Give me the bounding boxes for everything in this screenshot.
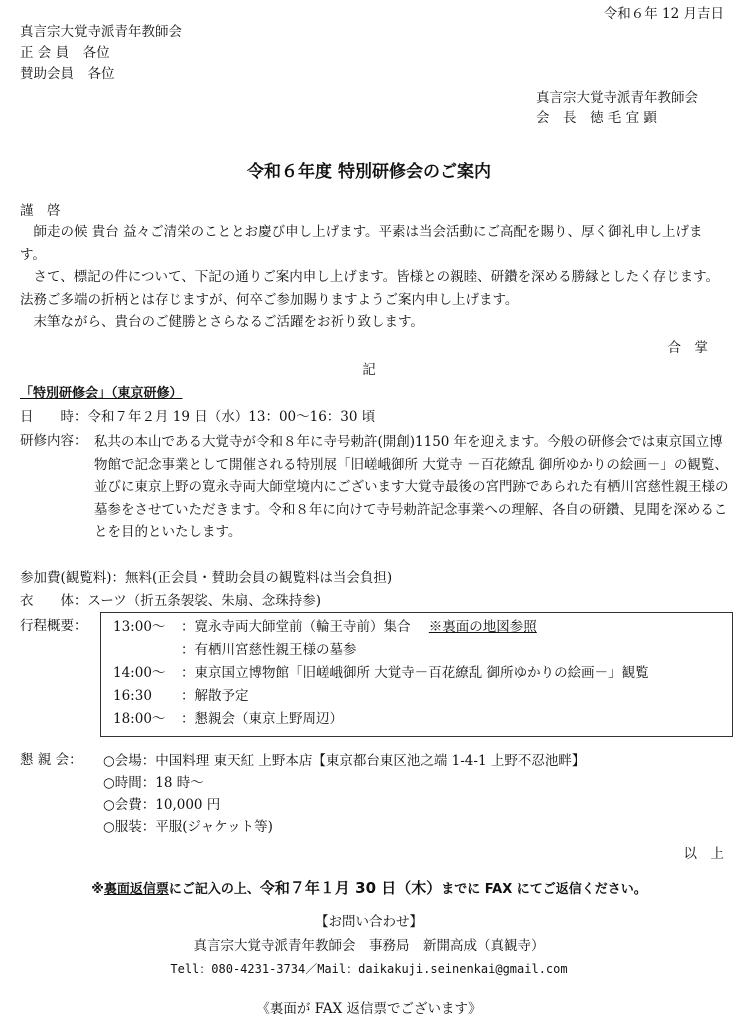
- schedule-time: 18:00～: [113, 711, 166, 727]
- map-reference-note: ※裏面の地図参照: [428, 619, 537, 635]
- schedule-item: [113, 617, 537, 637]
- addressee-block: [20, 22, 182, 85]
- schedule-time: 13:00～: [113, 619, 166, 635]
- schedule-time: 14:00～: [113, 665, 166, 681]
- addressee-regular-members: 正 会 員 各位: [20, 45, 110, 61]
- schedule-text: ：有栖川宮慈性親王様の墓参: [181, 642, 357, 658]
- letter-body: [20, 221, 726, 334]
- fee-value: 無料(正会員・賛助会員の観覧料は当会負担): [125, 570, 393, 586]
- page-title: 令和６年度 特別研修会のご案内: [247, 162, 491, 182]
- schedule-box: [100, 612, 733, 737]
- konshinkai-fee: ○会費：10,000 円: [103, 797, 221, 813]
- konshinkai-time: ○時間：18 時～: [103, 775, 204, 791]
- fee-row: [20, 568, 392, 588]
- notice-prefix: ※: [91, 882, 104, 897]
- reply-notice: [0, 877, 738, 900]
- notice-text-end: までに FAX にてご返信ください。: [441, 882, 647, 897]
- body-paragraph: さて、標記の件について、下記の通りご案内申し上げます。皆様との親睦、研鑽を深める勝縁としたく存じます。法務ご多端の折柄とは存じますが、何卒ご参加賜りますようご案内申し上げます。: [20, 269, 720, 308]
- schedule-text: ：解散予定: [181, 688, 249, 704]
- fee-label: 参加費(観覧料)：: [20, 570, 126, 586]
- salutation: 謹 啓: [20, 203, 61, 219]
- content-value: 私共の本山である大覚寺が令和８年に寺号勅許(開創)1150 年を迎えます。今般の研修会では東京国立博物館で記念事業として開催される特別展「旧嵯峨御所 大覚寺 －百花繚乱 御所ゆかりの絵画－」の観覧、並びに東京上野の寛永寺両大師堂境内にございます大覚寺最後の宮門跡であられた有栖川宮慈性親王様の墓参をさせていただきます。令和８年に向けて寺号勅許記念事業への理解、各自の研鑽、見聞を深めることを目的といたします。: [94, 434, 729, 540]
- schedule-time: 16:30: [113, 688, 152, 704]
- schedule-text: ：東京国立博物館「旧嵯峨御所 大覚寺－百花繚乱 御所ゆかりの絵画－」観覧: [181, 665, 649, 681]
- sender-title: 会 長 徳 毛 宜 顕: [536, 110, 657, 126]
- contact-tel-mail: Tell：080-4231-3734／Mail：daikakuji.seinenkai@gmail.com: [170, 962, 568, 976]
- date-value: 令和７年２月 19 日（水）13：00～16：30 頃: [87, 409, 376, 425]
- contact-heading: 【お問い合わせ】: [315, 914, 423, 930]
- closing-gassho: 合 掌: [667, 340, 708, 356]
- sender-block: [536, 88, 698, 128]
- schedule-item: [113, 709, 343, 729]
- schedule-item: [113, 640, 357, 660]
- konshinkai-label: 懇 親 会：: [20, 752, 83, 768]
- schedule-item: [113, 686, 249, 706]
- addressee-supporting-members: 賛助会員 各位: [20, 66, 115, 82]
- schedule-text: ：寛永寺両大師堂前（輪王寺前）集合: [181, 619, 411, 635]
- body-paragraph: 師走の候 貴台 益々ご清栄のこととお慶び申し上げます。平素は当会活動にご高配を賜り、厚く御礼申し上げます。: [20, 224, 703, 263]
- date-label: 日 時：: [20, 409, 88, 425]
- schedule-item: [113, 663, 649, 683]
- section-title: 「特別研修会」（東京研修）: [20, 386, 183, 401]
- contact-org: 真言宗大覚寺派青年教師会 事務局 新開高成（真観寺）: [193, 938, 545, 954]
- schedule-label: 行程概要：: [20, 618, 88, 634]
- attire-value: スーツ（折五条袈裟、朱扇、念珠持参): [87, 593, 322, 609]
- konshinkai-venue: ○会場：中国料理 東天紅 上野本店【東京都台東区池之端 1-4-1 上野不忍池畔】: [103, 753, 586, 769]
- reply-deadline: 令和７年１月 30 日（木）: [259, 879, 442, 897]
- attire-row: [20, 591, 321, 611]
- closing-ijo: 以 上: [683, 846, 724, 862]
- date-row: [20, 407, 375, 427]
- body-paragraph: 末筆ながら、貴台のご健勝とさらなるご活躍をお祈り致します。: [33, 314, 424, 330]
- notice-reply-form: 裏面返信票: [103, 882, 169, 897]
- issue-date: 令和６年 12 月吉日: [603, 6, 724, 22]
- content-label: 研修内容：: [20, 433, 88, 449]
- schedule-text: ：懇親会（東京上野周辺）: [181, 711, 343, 727]
- attire-label: 衣 体：: [20, 593, 88, 609]
- ki-marker: 記: [362, 362, 376, 378]
- reverse-side-note: 《裏面が FAX 返信票でございます》: [256, 1001, 482, 1017]
- addressee-org: 真言宗大覚寺派青年教師会: [20, 24, 182, 40]
- sender-org: 真言宗大覚寺派青年教師会: [536, 90, 698, 106]
- konshinkai-details: [103, 750, 585, 838]
- konshinkai-dress: ○服装：平服(ジャケット等): [103, 819, 273, 835]
- notice-text: にご記入の上、: [168, 882, 260, 897]
